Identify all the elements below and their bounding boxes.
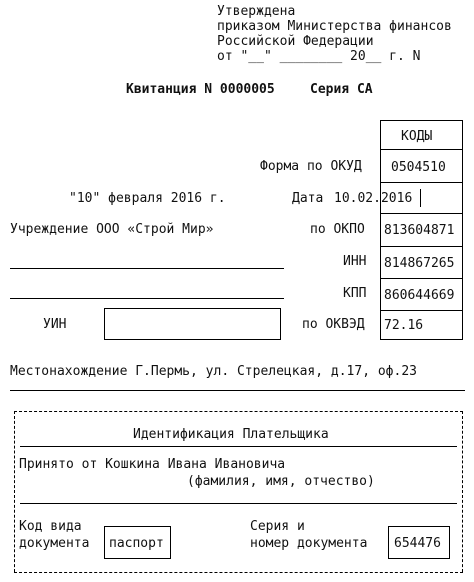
payer-name-underline xyxy=(20,503,457,504)
okud-label: Форма по ОКУД xyxy=(260,159,362,174)
okpo-value: 813604871 xyxy=(384,223,455,238)
codes-right-border xyxy=(462,183,463,213)
inn-cell xyxy=(380,246,463,279)
payer-frame-bottom xyxy=(14,572,463,573)
institution-label: Учреждение ООО «Строй Мир» xyxy=(10,222,214,237)
doc-number-field[interactable] xyxy=(388,526,450,559)
payer-frame-right xyxy=(462,411,463,572)
date-label: Дата xyxy=(292,191,324,206)
approved-line-2: приказом Министерства финансов xyxy=(217,19,452,34)
payer-frame-top xyxy=(14,411,463,412)
inn-value: 814867265 xyxy=(384,256,455,271)
okved-cell xyxy=(380,310,463,340)
uin-input[interactable] xyxy=(104,308,281,340)
uin-label: УИН xyxy=(43,317,67,332)
payer-frame-left xyxy=(14,411,15,572)
text-cursor xyxy=(420,189,421,207)
doc-number-label-1: Серия и xyxy=(250,519,305,534)
doc-number-value: 654476 xyxy=(394,536,441,551)
received-from: Принято от Кошкина Ивана Ивановича xyxy=(19,457,286,472)
okved-value: 72.16 xyxy=(384,318,424,333)
inn-label: ИНН xyxy=(343,254,367,269)
doc-type-value: паспорт xyxy=(109,536,164,551)
okpo-label: по ОКПО xyxy=(310,222,365,237)
approved-line-4: от "__" ________ 20__ г. N xyxy=(217,49,421,64)
doc-type-label-2: документа xyxy=(19,536,90,551)
receipt-series: Серия СА xyxy=(310,82,373,97)
kpp-value: 860644669 xyxy=(384,288,455,303)
kpp-label: КПП xyxy=(343,286,367,301)
codes-header-cell xyxy=(380,120,463,150)
fio-hint: (фамилия, имя, отчество) xyxy=(187,474,375,489)
payer-section-title: Идентификация Плательщика xyxy=(133,427,329,442)
doc-type-field[interactable] xyxy=(104,526,171,559)
approved-line-3: Российской Федерации xyxy=(217,34,374,49)
location-underline xyxy=(10,390,465,391)
date-text: "10" февраля 2016 г. xyxy=(69,191,226,206)
payer-title-underline xyxy=(20,446,457,447)
blank-line-1 xyxy=(10,268,284,269)
okpo-cell xyxy=(380,213,463,247)
blank-line-2 xyxy=(10,298,284,299)
receipt-title: Квитанция N 0000005 xyxy=(126,82,275,97)
kpp-cell xyxy=(380,278,463,311)
date-value: 10.02.2016 xyxy=(334,191,413,206)
okved-label: по ОКВЭД xyxy=(302,317,365,332)
doc-number-label-2: номер документа xyxy=(250,536,368,551)
codes-header: КОДЫ xyxy=(401,129,433,144)
approved-line-1: Утверждена xyxy=(217,4,296,19)
location-text: Местонахождение Г.Пермь, ул. Стрелецкая, д.17, оф.23 xyxy=(10,364,417,379)
doc-type-label-1: Код вида xyxy=(19,519,82,534)
okud-cell xyxy=(380,149,463,183)
okud-value: 0504510 xyxy=(391,160,446,175)
